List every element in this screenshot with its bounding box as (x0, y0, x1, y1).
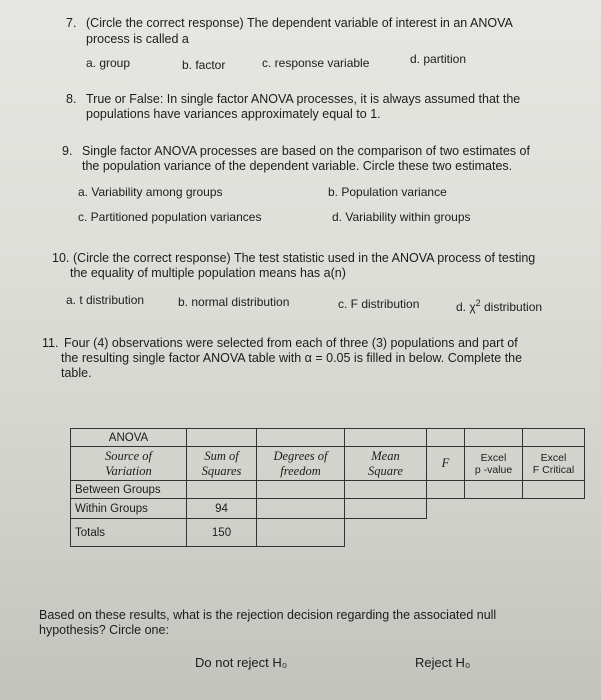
column-header: F (427, 447, 465, 481)
column-header: Sum of Squares (187, 447, 257, 481)
table-header-row (71, 429, 585, 447)
input-cell[interactable] (257, 499, 345, 519)
question-text: the equality of multiple population means has a(n) (70, 266, 346, 280)
table-cell (345, 519, 585, 547)
input-cell[interactable] (257, 519, 345, 547)
question-text: (Circle the correct response) The test statistic used in the ANOVA process of testing (73, 251, 536, 265)
question-text: True or False: In single factor ANOVA processes, it is always assumed that the (86, 92, 521, 106)
column-header: Mean Square (345, 447, 427, 481)
question-number: 7. (66, 16, 77, 30)
table-title-cell: ANOVA (71, 429, 187, 447)
sum-of-squares-value: 94 (187, 499, 257, 519)
table-row (71, 519, 585, 547)
row-label: Between Groups (71, 481, 187, 499)
option-a[interactable]: a. group (86, 56, 131, 70)
question-11 (42, 336, 587, 386)
question-10 (52, 251, 587, 315)
sum-of-squares-value: 150 (187, 519, 257, 547)
column-header: Degrees of freedom (257, 447, 345, 481)
column-header: Source of Variation (71, 447, 187, 481)
option-d[interactable] (456, 296, 542, 315)
question-text: process is called a (86, 32, 189, 46)
question-text: (Circle the correct response) The dependent variable of interest in an ANOVA (86, 16, 513, 30)
question-9 (62, 144, 587, 229)
input-cell[interactable] (523, 481, 585, 499)
input-cell[interactable] (427, 481, 465, 499)
superscript: 2 (475, 298, 481, 308)
column-header: Excel p -value (465, 447, 523, 481)
question-number: 9. (62, 144, 73, 158)
question-text: hypothesis? Circle one: (39, 623, 169, 637)
question-8 (66, 92, 586, 126)
question-text: the population variance of the dependent variable. Circle these two estimates. (82, 159, 513, 173)
table-cell (187, 429, 257, 447)
question-number: 8. (66, 92, 77, 106)
option-a[interactable]: a. t distribution (66, 293, 145, 307)
option-c[interactable]: c. F distribution (338, 297, 420, 311)
option-letter: d. (456, 300, 470, 314)
option-a[interactable]: a. Variability among groups (78, 185, 223, 199)
input-cell[interactable] (465, 481, 523, 499)
question-text: populations have variances approximately equal to 1. (86, 107, 381, 121)
table-cell (427, 429, 465, 447)
column-header: Excel F Critical (523, 447, 585, 481)
table-row (71, 499, 585, 519)
option-b[interactable]: b. Population variance (328, 185, 447, 199)
input-cell[interactable] (187, 481, 257, 499)
input-cell[interactable] (345, 481, 427, 499)
table-row (71, 481, 585, 499)
reject-option[interactable]: Reject H₀ (415, 655, 471, 670)
rejection-question (39, 608, 589, 642)
question-text: Four (4) observations were selected from each of three (3) populations and part of (64, 336, 518, 350)
table-cell (523, 429, 585, 447)
question-7 (66, 16, 586, 76)
option-c[interactable]: c. response variable (262, 56, 370, 70)
option-b[interactable]: b. normal distribution (178, 295, 290, 309)
question-text: table. (61, 366, 92, 380)
option-c[interactable]: c. Partitioned population variances (78, 210, 262, 224)
input-cell[interactable] (345, 499, 427, 519)
table-cell (257, 429, 345, 447)
chi-symbol: χ (469, 300, 476, 314)
question-number: 10. (52, 251, 70, 265)
option-d[interactable]: d. partition (410, 52, 467, 66)
option-b[interactable]: b. factor (182, 58, 226, 72)
question-text: Based on these results, what is the rejection decision regarding the associated null (39, 608, 497, 622)
option-rest: distribution (480, 300, 543, 314)
table-cell (465, 429, 523, 447)
question-text: the resulting single factor ANOVA table with α = 0.05 is filled in below. Complete the (61, 351, 523, 365)
question-text: Single factor ANOVA processes are based on the comparison of two estimates of (82, 144, 530, 158)
row-label: Within Groups (71, 499, 187, 519)
table-cell (345, 429, 427, 447)
anova-table (70, 428, 584, 547)
do-not-reject-option[interactable]: Do not reject H₀ (195, 655, 288, 670)
question-number: 11. (42, 336, 59, 350)
input-cell[interactable] (257, 481, 345, 499)
table-cell (427, 499, 585, 519)
table-header-row (71, 447, 585, 481)
option-d[interactable]: d. Variability within groups (332, 210, 471, 224)
row-label: Totals (71, 519, 187, 547)
